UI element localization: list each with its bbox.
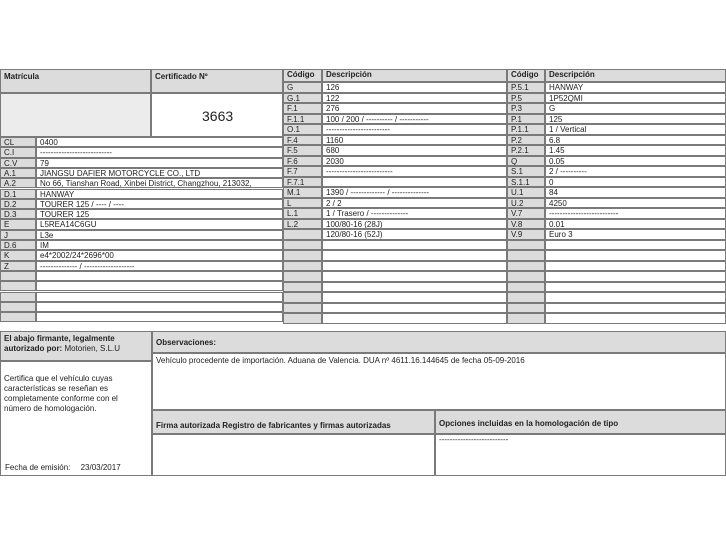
left-row-value: L5REA14C6GU bbox=[36, 219, 283, 229]
certificado-value-box bbox=[151, 93, 283, 137]
observaciones-box bbox=[152, 353, 726, 410]
right-row-value: 1 / Vertical bbox=[545, 124, 726, 135]
mid-row-value: 126 bbox=[322, 82, 507, 93]
firmante-label-box bbox=[0, 331, 152, 361]
right-row-value: 0.01 bbox=[545, 219, 726, 230]
mid-row-value: 1390 / ------------- / -------------- bbox=[322, 187, 507, 198]
right-row-code: S.1.1 bbox=[507, 177, 545, 188]
mid-row-code: L.2 bbox=[283, 219, 322, 230]
firmante-value: Motorien, S.L.U bbox=[64, 344, 121, 353]
matricula-header: Matrícula bbox=[0, 69, 151, 93]
mid-row-code: G.1 bbox=[283, 93, 322, 104]
right-row-value bbox=[545, 271, 726, 282]
mid-row-code bbox=[283, 229, 322, 240]
opciones-header: Opciones incluidas en la homologación de tipo bbox=[435, 410, 726, 434]
right-row-code: P.1.1 bbox=[507, 124, 545, 135]
codigo-header-right: Código bbox=[507, 69, 545, 82]
left-row-code: D.1 bbox=[0, 189, 36, 199]
mid-row-code: F.7.1 bbox=[283, 177, 322, 188]
mid-row-value bbox=[322, 177, 507, 188]
mid-row-value bbox=[322, 303, 507, 314]
right-row-value: 6.8 bbox=[545, 135, 726, 146]
right-row-code: Q bbox=[507, 156, 545, 167]
left-row-value: HANWAY bbox=[36, 189, 283, 199]
mid-row-code bbox=[283, 240, 322, 251]
mid-row-code bbox=[283, 271, 322, 282]
mid-row-code bbox=[283, 313, 322, 324]
left-row-value: TOURER 125 bbox=[36, 209, 283, 219]
right-row-code: P.1 bbox=[507, 114, 545, 125]
right-row-value: 1.45 bbox=[545, 145, 726, 156]
certificado-number: 3663 bbox=[202, 108, 234, 124]
mid-row-code: F.7 bbox=[283, 166, 322, 177]
mid-row-code: G bbox=[283, 82, 322, 93]
mid-row-value: 2 / 2 bbox=[322, 198, 507, 209]
right-row-value: 84 bbox=[545, 187, 726, 198]
right-row-value: 4250 bbox=[545, 198, 726, 209]
fecha-value: 23/03/2017 bbox=[80, 463, 121, 472]
mid-row-value: 122 bbox=[322, 93, 507, 104]
mid-row-code: L bbox=[283, 198, 322, 209]
right-row-code: S.1 bbox=[507, 166, 545, 177]
firma-box bbox=[152, 434, 435, 476]
mid-row-value bbox=[322, 282, 507, 293]
left-row-code: D.2 bbox=[0, 199, 36, 209]
left-row-code bbox=[0, 281, 36, 291]
left-row-code: K bbox=[0, 250, 36, 260]
certifica-box bbox=[0, 361, 152, 476]
mid-row-value bbox=[322, 261, 507, 272]
left-row-value: 0400 bbox=[36, 137, 283, 147]
mid-row-code bbox=[283, 282, 322, 293]
mid-row-code bbox=[283, 292, 322, 303]
observaciones-text: Vehículo procedente de importación. Aduana de Valencia. DUA nº 4611.16.144645 de fecha 05-09-2016 bbox=[156, 356, 525, 365]
right-row-value bbox=[545, 261, 726, 272]
left-row-code bbox=[0, 292, 36, 302]
mid-row-code: F.1.1 bbox=[283, 114, 322, 125]
mid-row-value bbox=[322, 250, 507, 261]
left-row-code: CL bbox=[0, 137, 36, 147]
mid-row-value: 2030 bbox=[322, 156, 507, 167]
right-row-value: HANWAY bbox=[545, 82, 726, 93]
right-row-code: U.1 bbox=[507, 187, 545, 198]
matricula-value-box bbox=[0, 93, 151, 137]
right-row-value: 0.05 bbox=[545, 156, 726, 167]
vehicle-registration-document bbox=[0, 66, 726, 476]
right-row-code bbox=[507, 250, 545, 261]
left-row-value bbox=[36, 302, 283, 312]
left-row-code: D.6 bbox=[0, 240, 36, 250]
left-row-value: IM bbox=[36, 240, 283, 250]
right-row-code bbox=[507, 240, 545, 251]
left-row-value bbox=[36, 271, 283, 281]
firmante-label: El abajo firmante, legalmente autorizado por: bbox=[4, 334, 115, 353]
left-row-code: A.2 bbox=[0, 178, 36, 188]
right-row-value bbox=[545, 292, 726, 303]
certifica-text: Certifica que el vehículo cuyas características se reseñan es completamente conforme con el número de homologación. bbox=[4, 374, 118, 413]
right-row-code bbox=[507, 271, 545, 282]
fecha-emision bbox=[5, 463, 121, 473]
left-row-value: JIANGSU DAFIER MOTORCYCLE CO., LTD bbox=[36, 168, 283, 178]
left-row-code: J bbox=[0, 230, 36, 240]
left-row-value: -------------- / ------------------- bbox=[36, 261, 283, 271]
right-row-value bbox=[545, 282, 726, 293]
right-row-value bbox=[545, 303, 726, 314]
descripcion-header-mid: Descripción bbox=[322, 69, 507, 82]
descripcion-header-right: Descripción bbox=[545, 69, 726, 82]
left-row-code: C.V bbox=[0, 158, 36, 168]
right-row-value: 125 bbox=[545, 114, 726, 125]
mid-row-value: 680 bbox=[322, 145, 507, 156]
right-row-code: V.7 bbox=[507, 208, 545, 219]
observaciones-header: Observaciones: bbox=[152, 331, 726, 353]
mid-row-value bbox=[322, 271, 507, 282]
left-row-value bbox=[36, 281, 283, 291]
left-row-code: E bbox=[0, 219, 36, 229]
right-row-code: P.5.1 bbox=[507, 82, 545, 93]
right-row-code: P.2.1 bbox=[507, 145, 545, 156]
right-row-code bbox=[507, 292, 545, 303]
opciones-value: -------------------------- bbox=[439, 435, 509, 444]
mid-row-code bbox=[283, 261, 322, 272]
codigo-header-mid: Código bbox=[283, 69, 322, 82]
left-row-value bbox=[36, 312, 283, 322]
mid-row-code: L.1 bbox=[283, 208, 322, 219]
left-row-value: 79 bbox=[36, 158, 283, 168]
mid-row-value: ------------------------- bbox=[322, 166, 507, 177]
mid-row-value bbox=[322, 313, 507, 324]
firma-header: Firma autorizada Registro de fabricantes y firmas autorizadas bbox=[152, 410, 435, 434]
right-row-value bbox=[545, 313, 726, 324]
right-row-value: -------------------------- bbox=[545, 208, 726, 219]
right-row-code: V.8 bbox=[507, 219, 545, 230]
mid-row-code bbox=[283, 250, 322, 261]
mid-row-value: 100 / 200 / ---------- / ----------- bbox=[322, 114, 507, 125]
left-row-value bbox=[36, 292, 283, 302]
right-row-code bbox=[507, 313, 545, 324]
mid-row-code: M.1 bbox=[283, 187, 322, 198]
left-row-code bbox=[0, 312, 36, 322]
right-row-code: P.5 bbox=[507, 93, 545, 104]
right-row-code: P.3 bbox=[507, 103, 545, 114]
left-row-code: C.I bbox=[0, 147, 36, 157]
right-row-value bbox=[545, 240, 726, 251]
right-row-code: U.2 bbox=[507, 198, 545, 209]
left-row-value: e4*2002/24*2696*00 bbox=[36, 250, 283, 260]
mid-row-code: F.1 bbox=[283, 103, 322, 114]
right-row-value: 1P52QMI bbox=[545, 93, 726, 104]
mid-row-code: F.4 bbox=[283, 135, 322, 146]
certificado-header: Certificado Nº bbox=[151, 69, 283, 93]
mid-row-value: 120/80-16 (52J) bbox=[322, 229, 507, 240]
right-row-value bbox=[545, 250, 726, 261]
left-row-code: D.3 bbox=[0, 209, 36, 219]
mid-row-value: 100/80-16 (28J) bbox=[322, 219, 507, 230]
left-row-code bbox=[0, 271, 36, 281]
left-row-value: No 66, Tianshan Road, Xinbei District, Changzhou, 213032, bbox=[36, 178, 283, 188]
mid-row-code bbox=[283, 303, 322, 314]
mid-row-value: 1160 bbox=[322, 135, 507, 146]
right-row-value: Euro 3 bbox=[545, 229, 726, 240]
mid-row-code: F.6 bbox=[283, 156, 322, 167]
right-row-value: 0 bbox=[545, 177, 726, 188]
mid-row-code: F.5 bbox=[283, 145, 322, 156]
right-row-code bbox=[507, 282, 545, 293]
left-row-code: A.1 bbox=[0, 168, 36, 178]
left-row-code bbox=[0, 302, 36, 312]
right-row-value: G bbox=[545, 103, 726, 114]
left-row-value: TOURER 125 / ---- / ---- bbox=[36, 199, 283, 209]
left-row-value: --------------------------- bbox=[36, 147, 283, 157]
left-row-value: L3e bbox=[36, 230, 283, 240]
right-row-code bbox=[507, 303, 545, 314]
right-row-value: 2 / ---------- bbox=[545, 166, 726, 177]
mid-row-value: 276 bbox=[322, 103, 507, 114]
mid-row-value: 1 / Trasero / -------------- bbox=[322, 208, 507, 219]
right-row-code: P.2 bbox=[507, 135, 545, 146]
mid-row-value bbox=[322, 292, 507, 303]
mid-row-code: O.1 bbox=[283, 124, 322, 135]
mid-row-value: ------------------------ bbox=[322, 124, 507, 135]
right-row-code: V.9 bbox=[507, 229, 545, 240]
mid-row-value bbox=[322, 240, 507, 251]
fecha-label: Fecha de emisión: bbox=[5, 463, 71, 472]
right-row-code bbox=[507, 261, 545, 272]
left-row-code: Z bbox=[0, 261, 36, 271]
opciones-box bbox=[435, 434, 726, 476]
